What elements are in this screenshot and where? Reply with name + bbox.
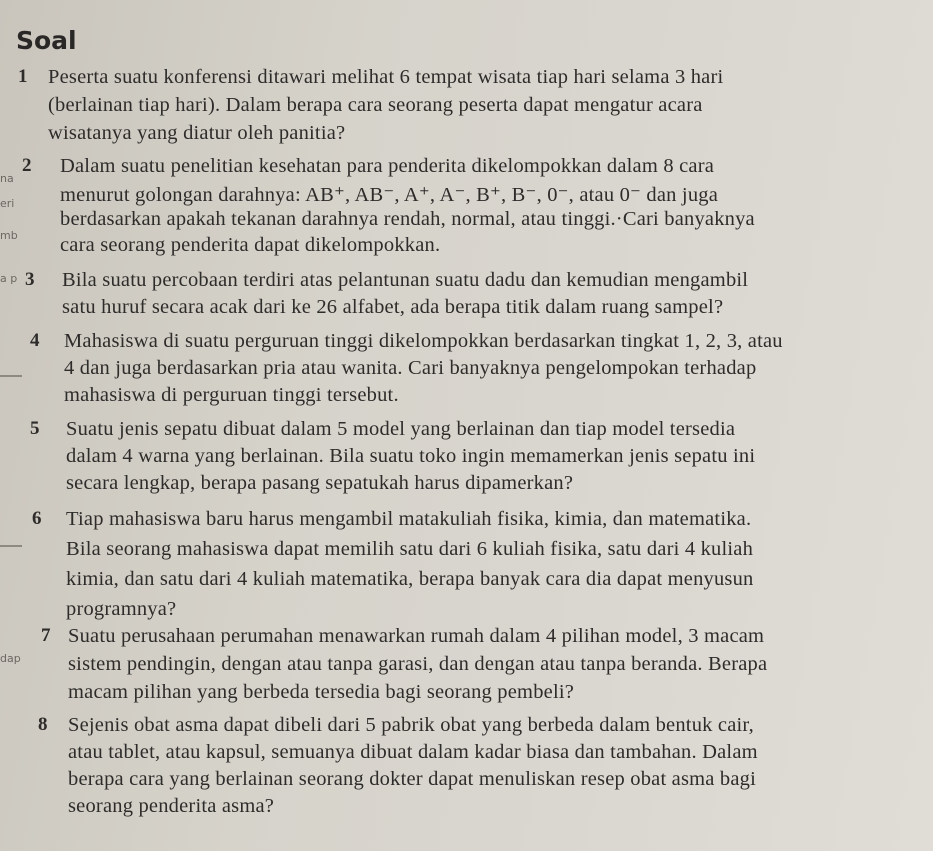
question-number: 6 [32, 508, 42, 529]
question-line: cara seorang penderita dapat dikelompokkan. [60, 234, 441, 256]
margin-note: eri [0, 197, 15, 210]
question-line: Peserta suatu konferensi ditawari melihat 6 tempat wisata tiap hari selama 3 hari [48, 66, 724, 88]
question-line: secara lengkap, berapa pasang sepatukah harus dipamerkan? [66, 472, 574, 494]
question-line: Sejenis obat asma dapat dibeli dari 5 pabrik obat yang berbeda dalam bentuk cair, [68, 714, 754, 736]
question-line: satu huruf secara acak dari ke 26 alfabet, ada berapa titik dalam ruang sampel? [62, 296, 724, 318]
question-line: Suatu jenis sepatu dibuat dalam 5 model yang berlainan dan tiap model tersedia [66, 418, 736, 440]
question-line: wisatanya yang diatur oleh panitia? [48, 122, 346, 144]
page-title: Soal [16, 26, 77, 55]
question-number: 5 [30, 418, 40, 439]
question-number: 1 [18, 66, 28, 87]
question-line: Suatu perusahaan perumahan menawarkan rumah dalam 4 pilihan model, 3 macam [68, 625, 765, 647]
margin-note: na [0, 172, 14, 185]
question-number: 4 [30, 330, 40, 351]
question-number: 7 [41, 625, 51, 646]
question-line: Bila suatu percobaan terdiri atas pelantunan suatu dadu dan kemudian mengambil [62, 269, 749, 291]
question-line: mahasiswa di perguruan tinggi tersebut. [64, 384, 399, 406]
question-line: menurut golongan darahnya: AB⁺, AB⁻, A⁺, A⁻, B⁺, B⁻, 0⁻, atau 0⁻ dan juga [60, 184, 719, 206]
margin-note: a p [0, 272, 18, 285]
question-line: berapa cara yang berlainan seorang dokter dapat menuliskan resep obat asma bagi [68, 768, 757, 790]
question-line: macam pilihan yang berbeda tersedia bagi seorang pembeli? [68, 681, 575, 703]
fold-mark [0, 375, 22, 377]
margin-note: dap [0, 652, 21, 665]
question-line: 4 dan juga berdasarkan pria atau wanita. Cari banyaknya pengelompokan terhadap [64, 357, 757, 379]
question-line: (berlainan tiap hari). Dalam berapa cara seorang peserta dapat mengatur acara [48, 94, 703, 116]
question-line: dalam 4 warna yang berlainan. Bila suatu toko ingin memamerkan jenis sepatu ini [66, 445, 756, 467]
question-line: kimia, dan satu dari 4 kuliah matematika, berapa banyak cara dia dapat menyusun [66, 568, 754, 590]
question-number: 2 [22, 155, 32, 176]
question-line: berdasarkan apakah tekanan darahnya rendah, normal, atau tinggi.·Cari banyaknya [60, 208, 755, 230]
margin-note: mb [0, 229, 18, 242]
question-line: programnya? [66, 598, 177, 620]
question-line: Bila seorang mahasiswa dapat memilih satu dari 6 kuliah fisika, satu dari 4 kuliah [66, 538, 754, 560]
question-line: Dalam suatu penelitian kesehatan para penderita dikelompokkan dalam 8 cara [60, 155, 715, 177]
fold-mark [0, 545, 22, 547]
question-line: seorang penderita asma? [68, 795, 275, 817]
question-line: Tiap mahasiswa baru harus mengambil matakuliah fisika, kimia, dan matematika. [66, 508, 752, 530]
question-number: 8 [38, 714, 48, 735]
question-number: 3 [25, 269, 35, 290]
question-line: Mahasiswa di suatu perguruan tinggi dikelompokkan berdasarkan tingkat 1, 2, 3, atau [64, 330, 783, 352]
question-line: sistem pendingin, dengan atau tanpa garasi, dan dengan atau tanpa beranda. Berapa [68, 653, 768, 675]
question-line: atau tablet, atau kapsul, semuanya dibuat dalam kadar biasa dan tambahan. Dalam [68, 741, 758, 763]
